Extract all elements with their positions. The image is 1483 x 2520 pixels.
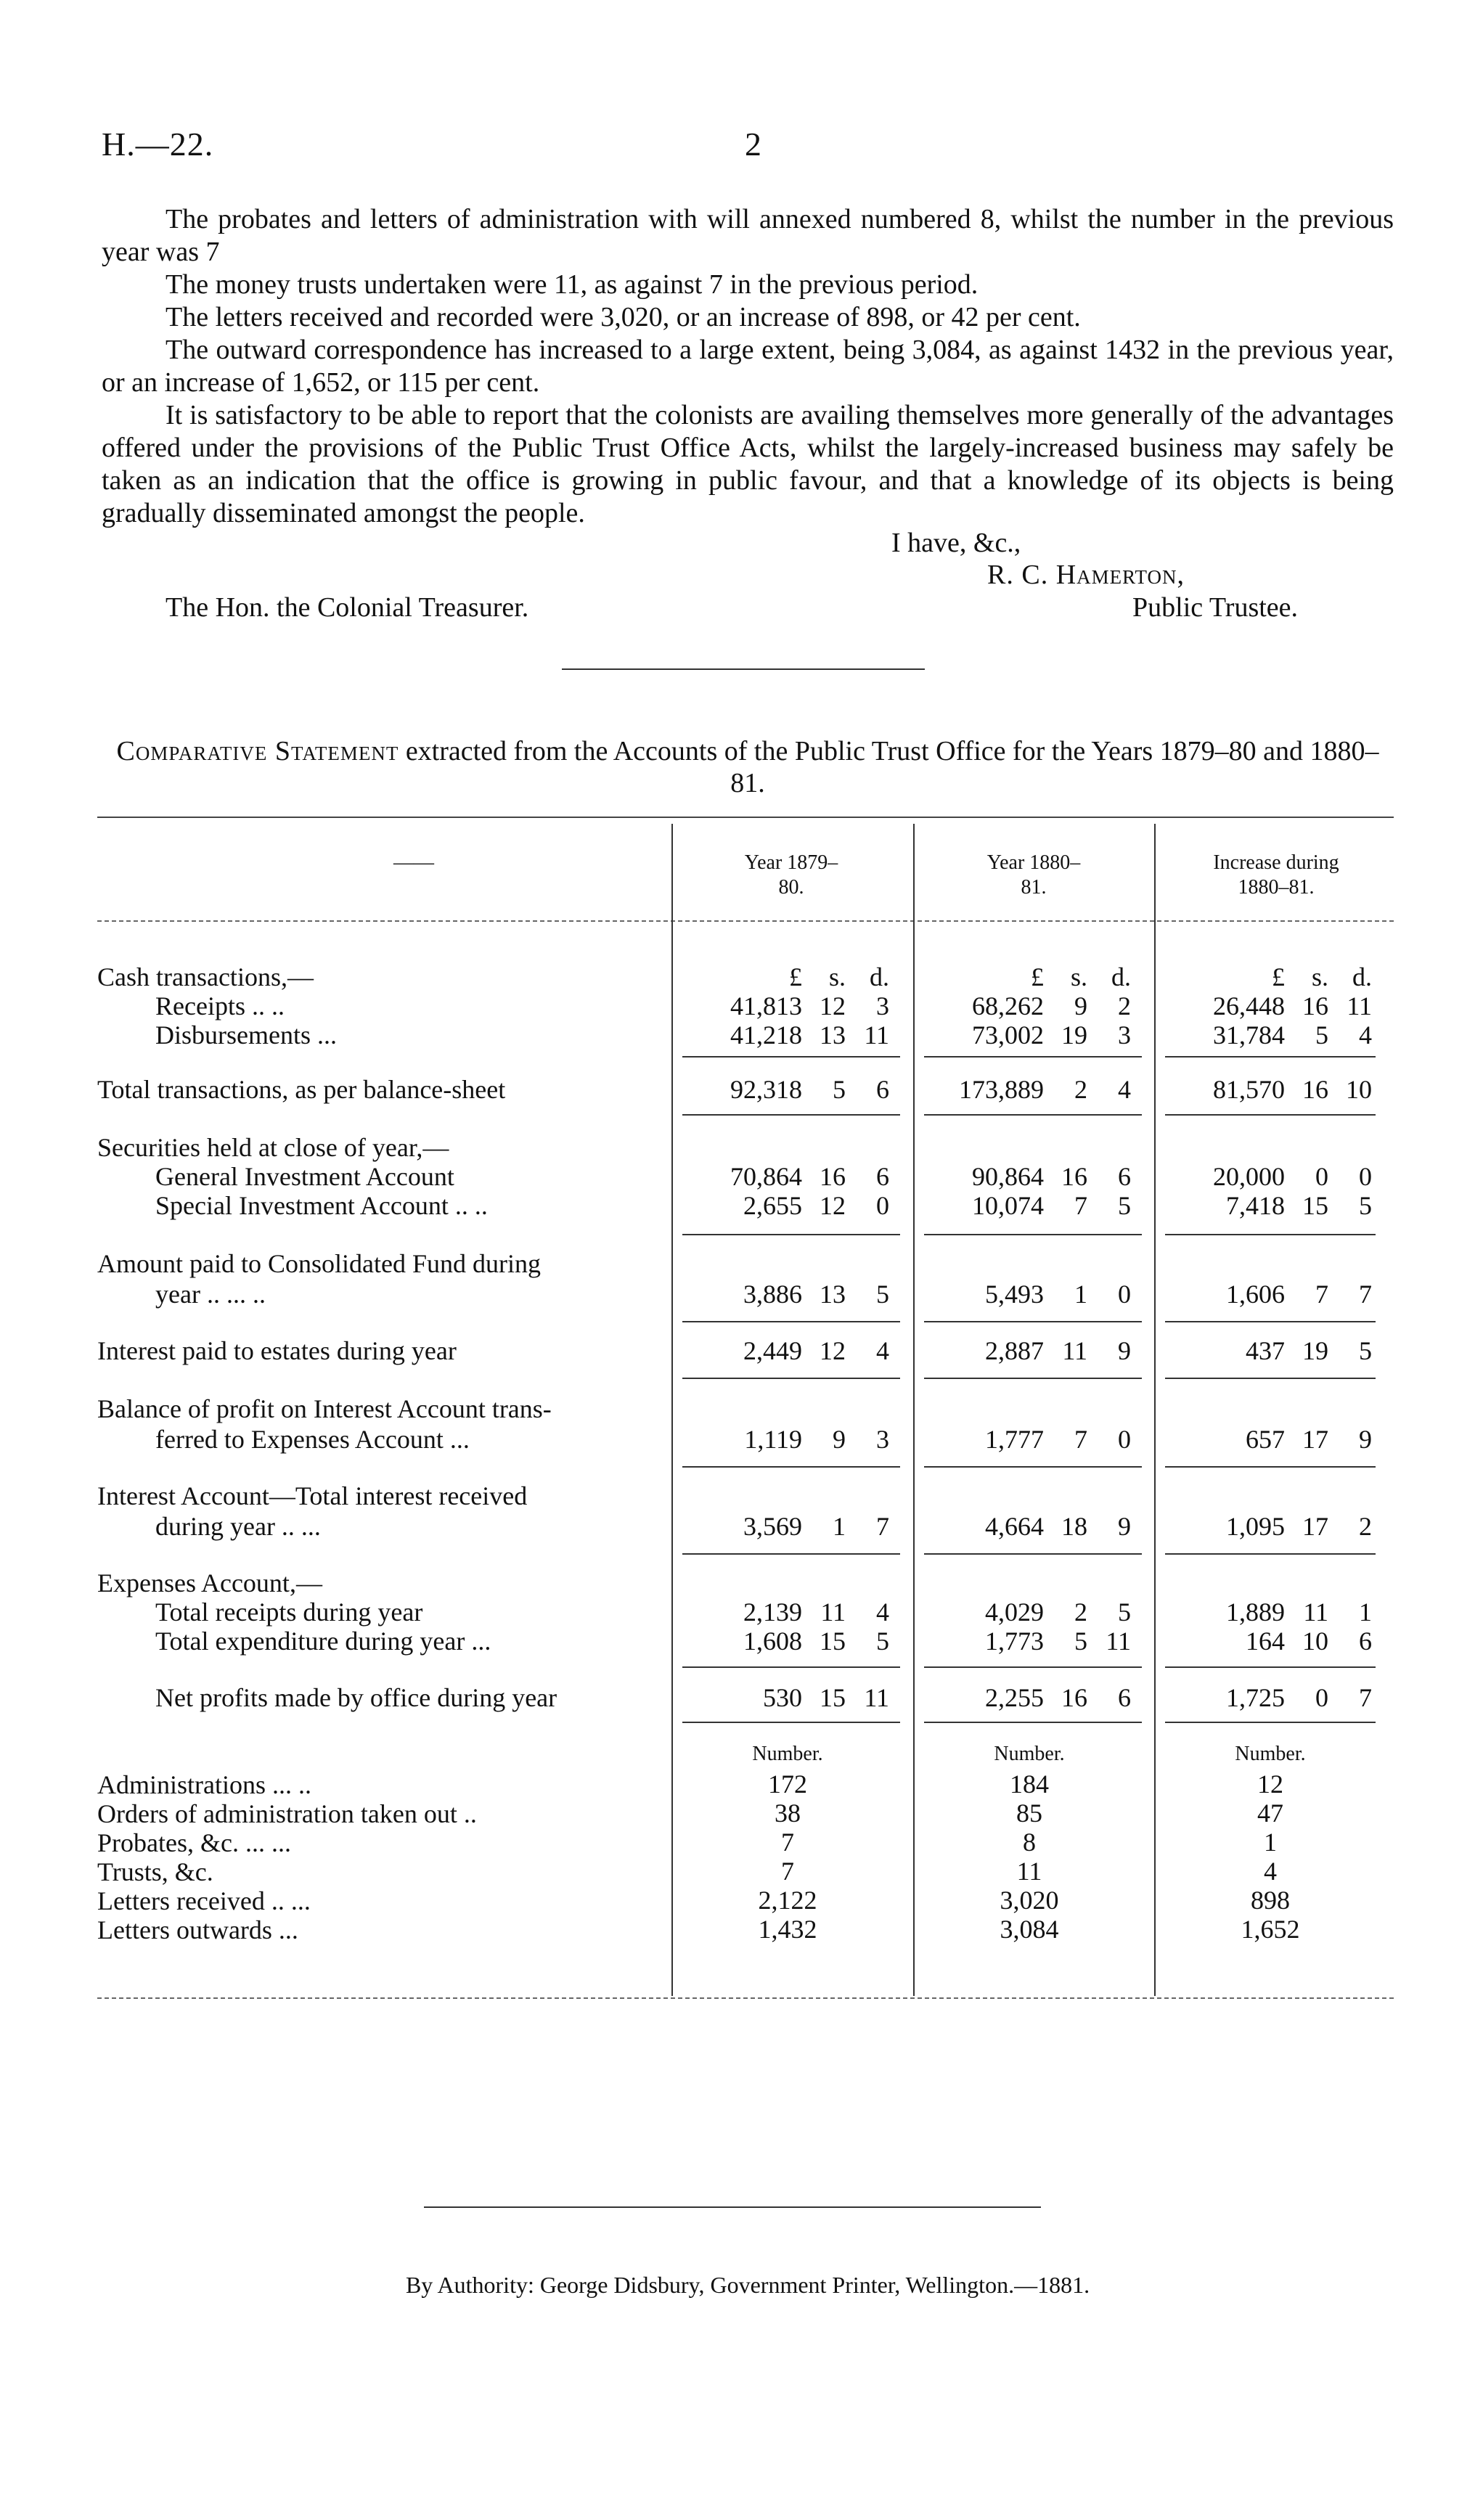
cell-rule <box>924 1234 1142 1235</box>
money-cell <box>942 1074 1131 1105</box>
count-cell: 11 <box>1016 1857 1042 1886</box>
money-cell <box>700 1020 889 1050</box>
pence-value: 0 <box>1118 1280 1131 1309</box>
pence-heading: d. <box>870 962 889 991</box>
cell-rule <box>1165 1666 1376 1668</box>
shillings-value: 12 <box>820 1336 846 1365</box>
signatory-title: Public Trustee. <box>1132 592 1299 623</box>
pence-value: 6 <box>876 1162 889 1191</box>
money-cell <box>700 1511 889 1542</box>
signatory-name: R. C. Hamerton, <box>987 560 1185 590</box>
count-cell: 3,084 <box>1000 1915 1059 1944</box>
pounds-heading: £ <box>1272 962 1285 991</box>
caption-lead: Comparative Statement <box>116 736 399 766</box>
column-header-1879: Year 1879–80. <box>744 851 838 899</box>
column-divider <box>913 824 915 1996</box>
currency-heading <box>1183 962 1372 992</box>
pounds-value: 1,608 <box>743 1627 802 1656</box>
money-cell <box>700 1335 889 1366</box>
pence-value: 5 <box>1359 1336 1372 1365</box>
money-cell <box>942 1335 1131 1366</box>
money-cell <box>700 1190 889 1221</box>
money-cell <box>700 1424 889 1455</box>
table-bottom-rule <box>97 1997 1394 1999</box>
pence-value: 5 <box>876 1280 889 1309</box>
cell-rule <box>682 1056 900 1058</box>
shillings-value: 7 <box>1074 1425 1087 1454</box>
money-cell <box>1183 1161 1372 1192</box>
pounds-value: 68,262 <box>972 991 1044 1020</box>
shillings-value: 11 <box>1062 1336 1087 1365</box>
pence-value: 6 <box>1359 1627 1372 1656</box>
column-header-increase: Increase during 1880–81. <box>1213 851 1339 899</box>
pounds-value: 1,606 <box>1226 1280 1285 1309</box>
money-cell <box>700 1682 889 1713</box>
pounds-value: 2,887 <box>985 1336 1044 1365</box>
pence-value: 0 <box>876 1191 889 1220</box>
shillings-value: 13 <box>820 1280 846 1309</box>
row-label: during year .. ... <box>155 1512 321 1541</box>
row-label: Total transactions, as per balance-sheet <box>97 1075 506 1104</box>
paragraph: The probates and letters of administration with will annexed numbered 8, whilst the number in the previous year was 7 <box>102 204 1394 267</box>
pence-value: 7 <box>1359 1683 1372 1712</box>
count-cell: 38 <box>775 1799 801 1828</box>
report-body <box>102 203 1394 530</box>
money-cell <box>700 1626 889 1656</box>
money-cell <box>1183 1074 1372 1105</box>
pounds-value: 2,139 <box>743 1598 802 1627</box>
row-label: ferred to Expenses Account ... <box>155 1425 470 1454</box>
cell-rule <box>924 1056 1142 1058</box>
pence-value: 5 <box>1118 1598 1131 1627</box>
shillings-value: 17 <box>1302 1425 1328 1454</box>
count-row-label: Trusts, &c. <box>97 1857 213 1886</box>
money-cell <box>942 1190 1131 1221</box>
table-caption <box>102 735 1394 799</box>
count-cell: 12 <box>1257 1770 1283 1799</box>
pence-value: 3 <box>876 1425 889 1454</box>
cell-rule <box>1165 1321 1376 1322</box>
cell-rule <box>1165 1056 1376 1058</box>
money-cell <box>942 1161 1131 1192</box>
money-cell <box>1183 1190 1372 1221</box>
count-cell: 4 <box>1264 1857 1277 1886</box>
count-row-label: Letters received .. ... <box>97 1886 311 1915</box>
currency-heading <box>942 962 1131 992</box>
pounds-value: 1,773 <box>985 1627 1044 1656</box>
money-cell <box>942 1626 1131 1656</box>
row-label: Expenses Account,— <box>97 1568 322 1598</box>
paragraph: It is satisfactory to be able to report that the colonists are availing themselves more generally of the advantages offered under the provisions of the Public Trust Office Acts, whilst the largely-increased business may safely be taken as an indication that the office is growing in public favour, and that a knowledge of its objects is being gradually disseminated amongst the people. <box>102 400 1394 528</box>
shillings-value: 17 <box>1302 1512 1328 1541</box>
pence-value: 6 <box>1118 1683 1131 1712</box>
money-cell <box>1183 1682 1372 1713</box>
shillings-value: 16 <box>1302 991 1328 1020</box>
paragraph: The letters received and recorded were 3,020, or an increase of 898, or 42 per cent. <box>166 302 1081 332</box>
blank-column-header: —— <box>393 851 434 874</box>
row-label: Special Investment Account .. .. <box>155 1191 488 1220</box>
row-label: Securities held at close of year,— <box>97 1133 449 1162</box>
row-label: Disbursements ... <box>155 1020 337 1050</box>
money-cell <box>1183 991 1372 1021</box>
pounds-value: 2,255 <box>985 1683 1044 1712</box>
count-cell: 47 <box>1257 1799 1283 1828</box>
row-label: General Investment Account <box>155 1162 454 1191</box>
count-cell: 1,432 <box>758 1915 817 1944</box>
pounds-value: 3,886 <box>743 1280 802 1309</box>
pence-value: 4 <box>1359 1020 1372 1050</box>
count-cell: 898 <box>1251 1886 1290 1915</box>
row-label: Total receipts during year <box>155 1598 423 1627</box>
imprint-text: By Authority: George Didsbury, Government Printer, Wellington.—1881. <box>405 2272 1090 2298</box>
shillings-value: 5 <box>833 1075 846 1104</box>
pence-value: 3 <box>876 991 889 1020</box>
shillings-value: 2 <box>1074 1598 1087 1627</box>
count-cell: 172 <box>768 1770 807 1799</box>
pounds-value: 70,864 <box>730 1162 802 1191</box>
count-cell: 7 <box>781 1857 794 1886</box>
count-row-label: Letters outwards ... <box>97 1915 298 1944</box>
pounds-value: 4,664 <box>985 1512 1044 1541</box>
count-cell: 2,122 <box>758 1886 817 1915</box>
money-cell <box>1183 1020 1372 1050</box>
count-cell: 7 <box>781 1828 794 1857</box>
pence-value: 11 <box>1347 991 1372 1020</box>
cell-rule <box>1165 1466 1376 1468</box>
cell-rule <box>1165 1553 1376 1555</box>
pounds-value: 20,000 <box>1213 1162 1285 1191</box>
shillings-heading: s. <box>828 962 846 991</box>
row-label: year .. ... .. <box>155 1280 266 1309</box>
pence-value: 11 <box>864 1683 889 1712</box>
shillings-value: 0 <box>1315 1162 1328 1191</box>
pounds-value: 92,318 <box>730 1075 802 1104</box>
pounds-value: 3,569 <box>743 1512 802 1541</box>
cell-rule <box>682 1553 900 1555</box>
pence-value: 7 <box>1359 1280 1372 1309</box>
column-divider <box>1154 824 1156 1996</box>
count-cell: 184 <box>1010 1770 1049 1799</box>
footer-divider <box>424 2206 1041 2208</box>
shillings-value: 15 <box>820 1627 846 1656</box>
cell-rule <box>682 1378 900 1379</box>
count-heading: Number. <box>994 1743 1065 1765</box>
shillings-value: 16 <box>1061 1162 1087 1191</box>
pence-value: 2 <box>1118 991 1131 1020</box>
cell-rule <box>682 1722 900 1723</box>
count-heading: Number. <box>752 1743 823 1765</box>
pence-value: 5 <box>1118 1191 1131 1220</box>
page-number: 2 <box>745 126 762 163</box>
count-cell: 3,020 <box>1000 1886 1059 1915</box>
cell-rule <box>682 1666 900 1668</box>
pence-value: 4 <box>876 1598 889 1627</box>
pence-value: 3 <box>1118 1020 1131 1050</box>
header-rule <box>97 920 1394 922</box>
shillings-value: 11 <box>820 1598 846 1627</box>
money-cell <box>1183 1279 1372 1309</box>
money-cell <box>700 1597 889 1627</box>
pounds-heading: £ <box>789 962 802 991</box>
shillings-value: 19 <box>1302 1336 1328 1365</box>
count-cell: 8 <box>1023 1828 1036 1857</box>
money-cell <box>942 1020 1131 1050</box>
shillings-value: 2 <box>1074 1075 1087 1104</box>
imprint <box>102 2272 1394 2299</box>
money-cell <box>1183 1424 1372 1455</box>
shillings-value: 1 <box>833 1512 846 1541</box>
addressee: The Hon. the Colonial Treasurer. <box>166 592 529 623</box>
pence-value: 2 <box>1359 1512 1372 1541</box>
row-label: Interest paid to estates during year <box>97 1336 457 1365</box>
shillings-value: 16 <box>1061 1683 1087 1712</box>
money-cell <box>942 1424 1131 1455</box>
shillings-heading: s. <box>1070 962 1087 991</box>
row-label: Receipts .. .. <box>155 991 285 1020</box>
shillings-value: 10 <box>1302 1627 1328 1656</box>
money-cell <box>1183 1335 1372 1366</box>
row-label: Net profits made by office during year <box>155 1683 557 1712</box>
caption-text: extracted from the Accounts of the Public Trust Office for the Years 1879–80 and 1880–81. <box>405 736 1379 798</box>
cell-rule <box>1165 1722 1376 1723</box>
cell-rule <box>1165 1114 1376 1116</box>
shillings-value: 9 <box>1074 991 1087 1020</box>
money-cell <box>942 1682 1131 1713</box>
money-cell <box>942 1279 1131 1309</box>
count-cell: 1 <box>1264 1828 1277 1857</box>
pounds-value: 5,493 <box>985 1280 1044 1309</box>
pounds-value: 41,813 <box>730 991 802 1020</box>
pounds-value: 10,074 <box>972 1191 1044 1220</box>
pounds-heading: £ <box>1031 962 1044 991</box>
money-cell <box>700 1161 889 1192</box>
row-label: Total expenditure during year ... <box>155 1627 491 1656</box>
cell-rule <box>682 1321 900 1322</box>
pounds-value: 81,570 <box>1213 1075 1285 1104</box>
pounds-value: 31,784 <box>1213 1020 1285 1050</box>
pence-value: 9 <box>1359 1425 1372 1454</box>
pounds-value: 26,448 <box>1213 991 1285 1020</box>
shillings-value: 5 <box>1074 1627 1087 1656</box>
pence-heading: d. <box>1111 962 1131 991</box>
cell-rule <box>924 1321 1142 1322</box>
pounds-value: 4,029 <box>985 1598 1044 1627</box>
money-cell <box>700 991 889 1021</box>
shillings-value: 12 <box>820 1191 846 1220</box>
cell-rule <box>924 1114 1142 1116</box>
shillings-value: 16 <box>820 1162 846 1191</box>
row-label: Balance of profit on Interest Account trans- <box>97 1394 552 1423</box>
pounds-value: 164 <box>1246 1627 1285 1656</box>
pounds-value: 1,777 <box>985 1425 1044 1454</box>
shillings-value: 7 <box>1074 1191 1087 1220</box>
pence-value: 11 <box>864 1020 889 1050</box>
money-cell <box>942 1597 1131 1627</box>
pence-value: 0 <box>1118 1425 1131 1454</box>
pence-value: 10 <box>1346 1075 1372 1104</box>
pounds-value: 41,218 <box>730 1020 802 1050</box>
shillings-value: 15 <box>820 1683 846 1712</box>
pounds-value: 1,889 <box>1226 1598 1285 1627</box>
pounds-value: 1,119 <box>744 1425 802 1454</box>
cell-rule <box>924 1666 1142 1668</box>
count-cell: 85 <box>1016 1799 1042 1828</box>
cell-rule <box>924 1553 1142 1555</box>
pounds-value: 437 <box>1246 1336 1285 1365</box>
section-divider <box>562 668 925 670</box>
pence-value: 5 <box>1359 1191 1372 1220</box>
money-cell <box>1183 1511 1372 1542</box>
pence-value: 5 <box>876 1627 889 1656</box>
row-label: Cash transactions,— <box>97 962 314 991</box>
shillings-heading: s. <box>1311 962 1328 991</box>
pence-value: 6 <box>876 1075 889 1104</box>
pounds-value: 2,655 <box>743 1191 802 1220</box>
shillings-value: 16 <box>1302 1075 1328 1104</box>
paragraph: The money trusts undertaken were 11, as against 7 in the previous period. <box>166 269 979 300</box>
cell-rule <box>1165 1378 1376 1379</box>
pounds-value: 173,889 <box>959 1075 1044 1104</box>
pounds-value: 90,864 <box>972 1162 1044 1191</box>
pounds-value: 73,002 <box>972 1020 1044 1050</box>
pence-value: 0 <box>1359 1162 1372 1191</box>
shillings-value: 15 <box>1302 1191 1328 1220</box>
pence-value: 4 <box>876 1336 889 1365</box>
money-cell <box>1183 1626 1372 1656</box>
currency-heading <box>700 962 889 992</box>
cell-rule <box>924 1466 1142 1468</box>
pence-value: 9 <box>1118 1512 1131 1541</box>
row-label: Amount paid to Consolidated Fund during <box>97 1249 541 1278</box>
paragraph: The outward correspondence has increased to a large extent, being 3,084, as against 1432 in the previous year, or an increase of 1,652, or 115 per cent. <box>102 335 1394 398</box>
pounds-value: 657 <box>1246 1425 1285 1454</box>
cell-rule <box>924 1722 1142 1723</box>
shillings-value: 7 <box>1315 1280 1328 1309</box>
count-cell: 1,652 <box>1241 1915 1300 1944</box>
money-cell <box>942 1511 1131 1542</box>
shillings-value: 9 <box>833 1425 846 1454</box>
shillings-value: 1 <box>1074 1280 1087 1309</box>
pence-value: 11 <box>1106 1627 1131 1656</box>
shillings-value: 13 <box>820 1020 846 1050</box>
pounds-value: 530 <box>763 1683 802 1712</box>
shillings-value: 11 <box>1303 1598 1328 1627</box>
pounds-value: 1,725 <box>1226 1683 1285 1712</box>
closing-line: I have, &c., <box>891 528 1021 558</box>
money-cell <box>700 1279 889 1309</box>
count-row-label: Administrations ... .. <box>97 1770 311 1799</box>
pence-value: 1 <box>1359 1598 1372 1627</box>
cell-rule <box>924 1378 1142 1379</box>
pence-value: 4 <box>1118 1075 1131 1104</box>
cell-rule <box>682 1234 900 1235</box>
shillings-value: 19 <box>1061 1020 1087 1050</box>
shillings-value: 5 <box>1315 1020 1328 1050</box>
money-cell <box>700 1074 889 1105</box>
cell-rule <box>682 1466 900 1468</box>
count-row-label: Orders of administration taken out .. <box>97 1799 477 1828</box>
document-reference: H.—22. <box>102 126 214 163</box>
pounds-value: 1,095 <box>1226 1512 1285 1541</box>
shillings-value: 12 <box>820 991 846 1020</box>
row-label: Interest Account—Total interest received <box>97 1481 528 1510</box>
pence-value: 6 <box>1118 1162 1131 1191</box>
pence-heading: d. <box>1352 962 1372 991</box>
table-top-rule <box>97 817 1394 818</box>
pounds-value: 2,449 <box>743 1336 802 1365</box>
shillings-value: 18 <box>1061 1512 1087 1541</box>
cell-rule <box>682 1114 900 1116</box>
column-divider <box>671 824 673 1996</box>
pence-value: 7 <box>876 1512 889 1541</box>
money-cell <box>942 991 1131 1021</box>
column-header-1880: Year 1880–81. <box>986 851 1081 899</box>
money-cell <box>1183 1597 1372 1627</box>
shillings-value: 0 <box>1315 1683 1328 1712</box>
count-row-label: Probates, &c. ... ... <box>97 1828 291 1857</box>
cell-rule <box>1165 1234 1376 1235</box>
pounds-value: 7,418 <box>1226 1191 1285 1220</box>
count-heading: Number. <box>1235 1743 1306 1765</box>
pence-value: 9 <box>1118 1336 1131 1365</box>
